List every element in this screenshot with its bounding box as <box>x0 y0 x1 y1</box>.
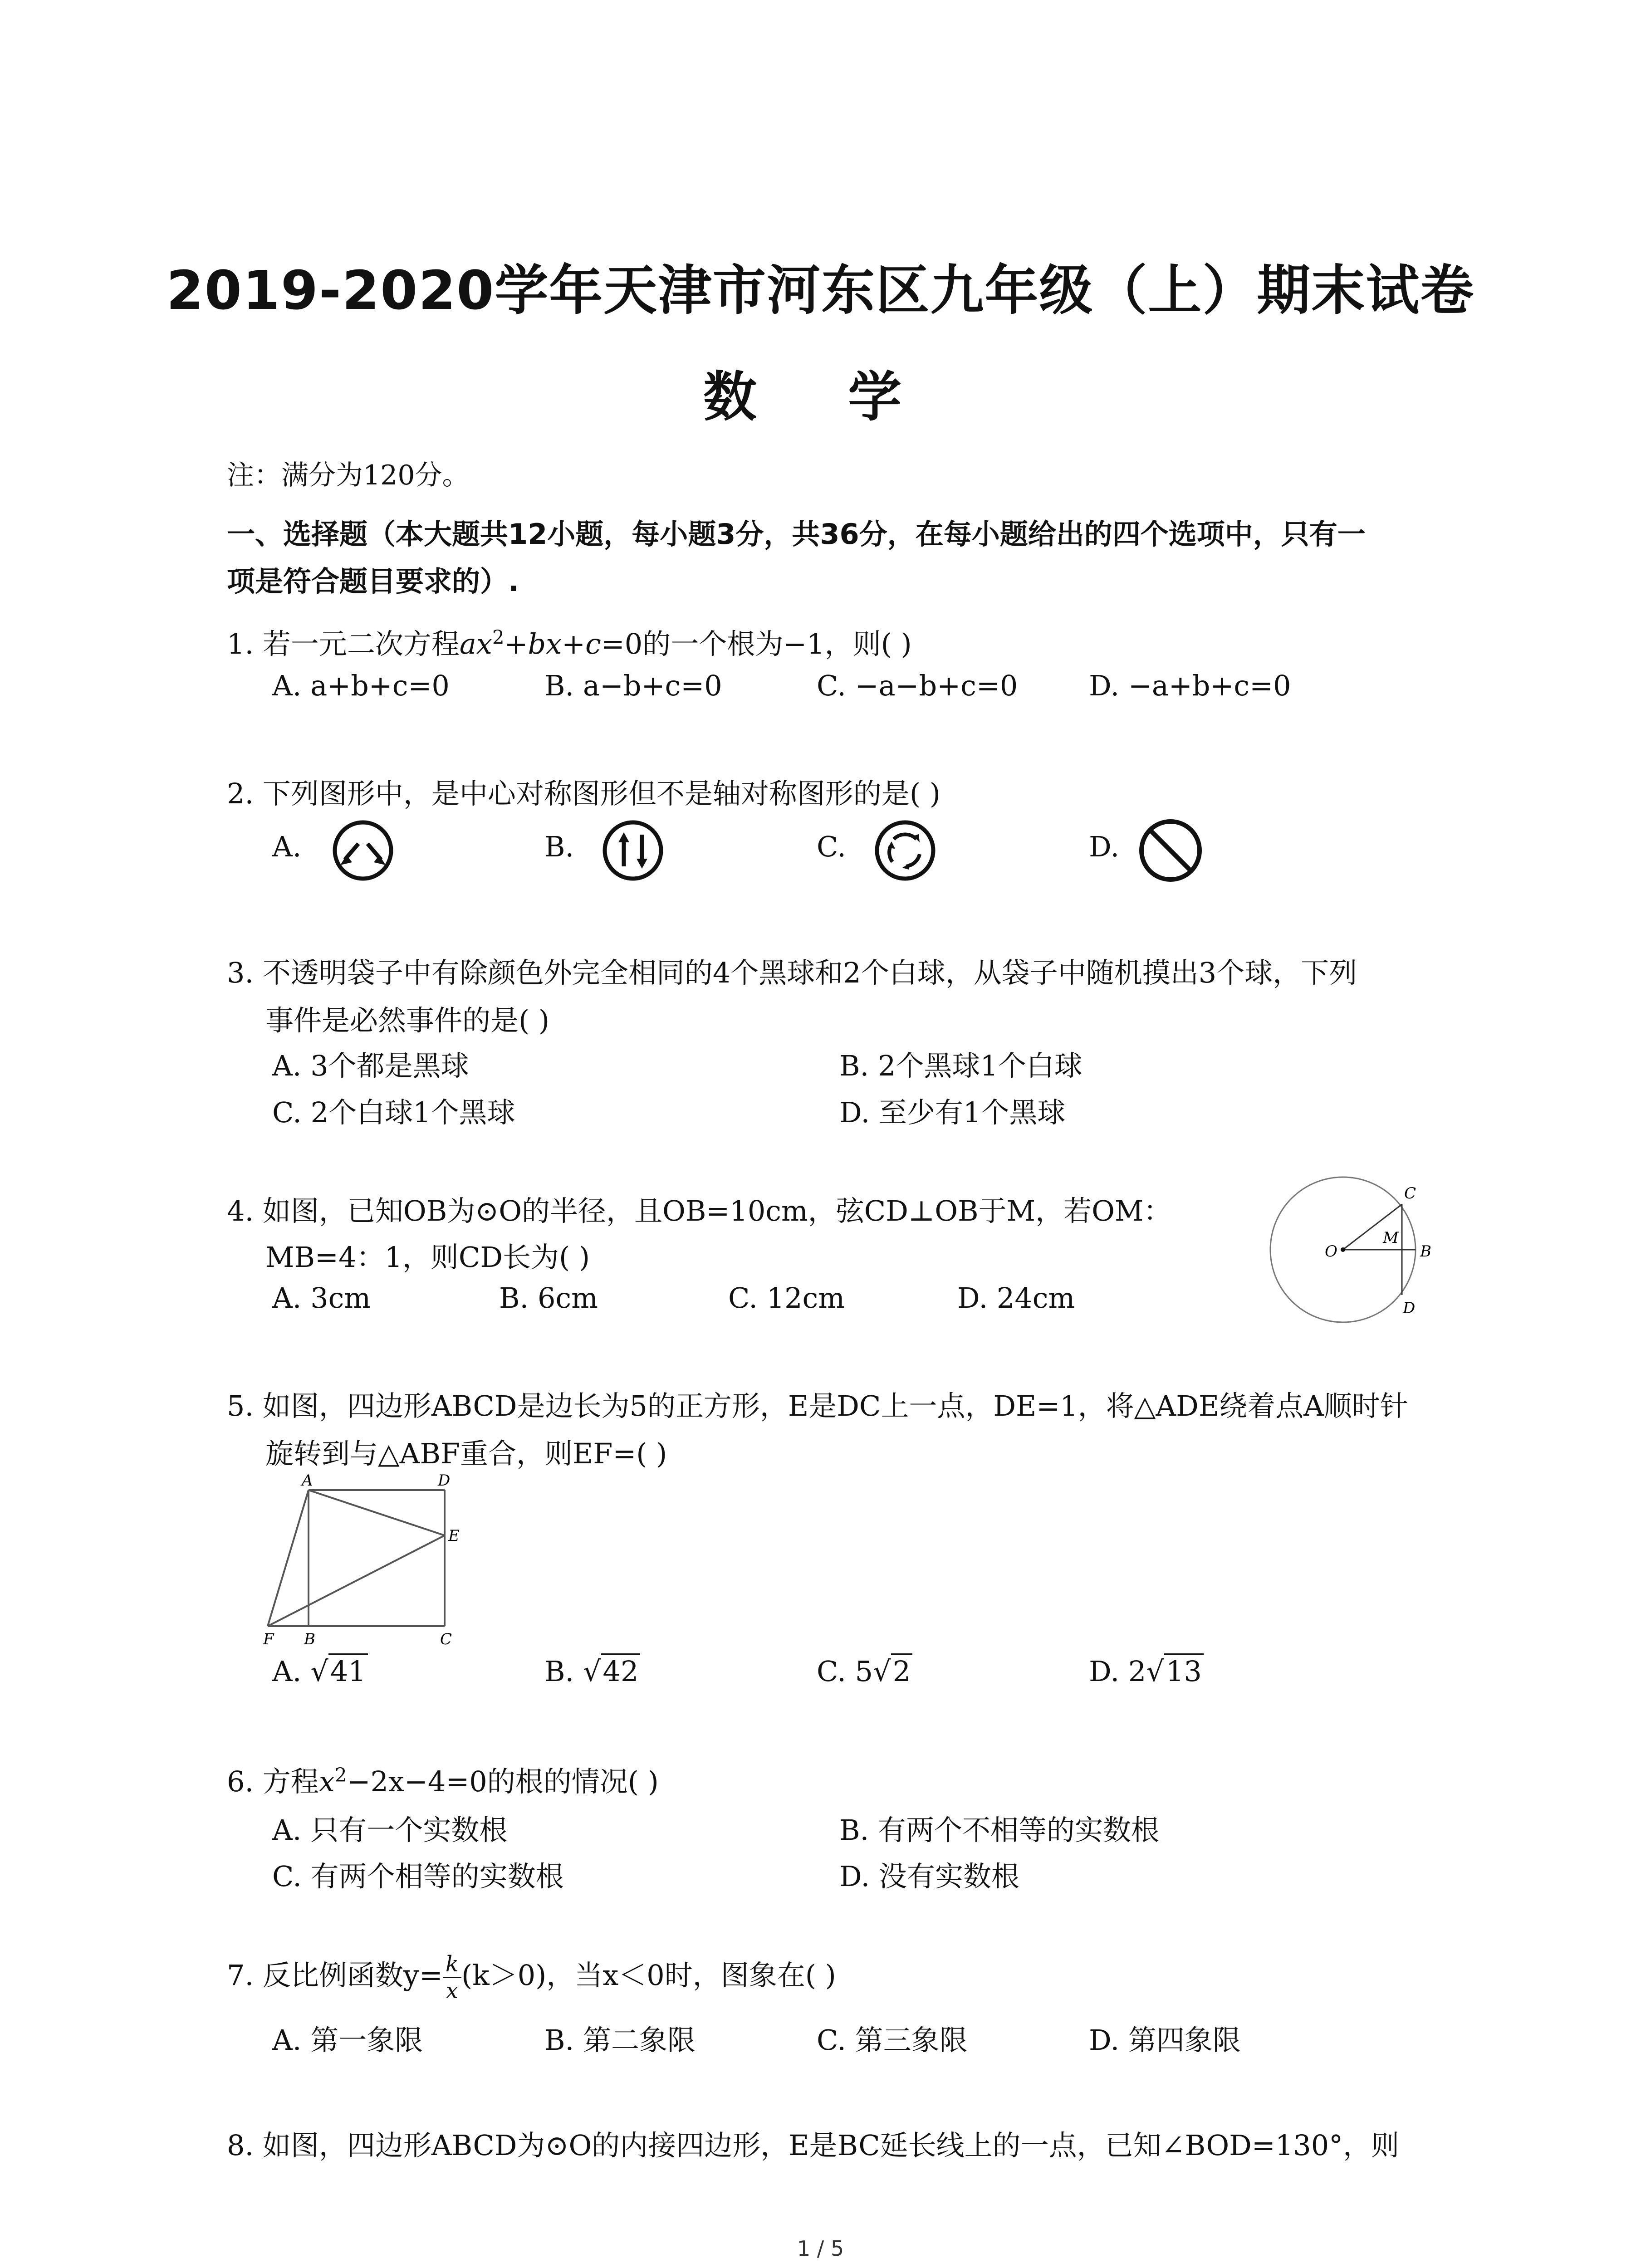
q5-label-b: B <box>304 1630 315 1648</box>
question-4-line1: 4. 如图，已知OB为⊙O的半径，且OB=10cm，弦CD⊥OB于M，若OM： <box>227 1194 1172 1227</box>
q5-option-a: A. √41 <box>272 1655 368 1688</box>
q6-option-a: A. 只有一个实数根 <box>272 1813 508 1847</box>
q5-option-d: D. 2√13 <box>1089 1655 1204 1688</box>
q4-option-b: B. 6cm <box>499 1281 598 1315</box>
section-header-line2: 项是符合题目要求的）. <box>227 565 519 598</box>
q4-option-c: C. 12cm <box>728 1281 845 1315</box>
q4-label-m: M <box>1383 1229 1399 1247</box>
q1-option-b: B. a−b+c=0 <box>544 669 722 702</box>
q4-label-b: B <box>1420 1242 1431 1261</box>
q2-option-c: C. <box>817 830 846 863</box>
q4-label-c: C <box>1404 1184 1416 1202</box>
q5-square-figure <box>259 1472 476 1653</box>
q4-circle-figure <box>1261 1170 1452 1329</box>
q7-option-a: A. 第一象限 <box>272 2024 423 2057</box>
q1-option-a: A. a+b+c=0 <box>272 669 450 702</box>
q6-option-d: D. 没有实数根 <box>839 1860 1019 1893</box>
page-title: 2019-2020学年天津市河东区九年级（上）期末试卷 <box>166 259 1475 322</box>
q5-option-b: B. √42 <box>544 1655 640 1688</box>
question-5-line1: 5. 如图，四边形ABCD是边长为5的正方形，E是DC上一点，DE=1，将△ADE绕着点A顺时针 <box>227 1389 1408 1422</box>
q3-option-d: D. 至少有1个黑球 <box>839 1096 1066 1129</box>
q4-label-d: D <box>1403 1299 1416 1317</box>
q5-label-a: A <box>302 1472 313 1490</box>
q1-option-c: C. −a−b+c=0 <box>817 669 1018 702</box>
question-6-stem: 6. 方程$x^2-2x-4=0$的根的情况( ) <box>227 1764 659 1798</box>
q7-option-c: C. 第三象限 <box>817 2024 968 2057</box>
q2-figure-d <box>1134 816 1207 885</box>
q2-figure-c <box>869 819 941 882</box>
q2-option-d: D. <box>1089 830 1120 863</box>
question-4-line2: MB=4：1，则CD长为( ) <box>265 1241 590 1274</box>
page-number: 1 / 5 <box>797 2236 844 2261</box>
question-7-stem: 7. 反比例函数y= $\frac{k}{x}$ (k＞0)，当x＜0时，图象在( ) <box>227 1951 836 2004</box>
q4-option-d: D. 24cm <box>957 1281 1075 1315</box>
q4-option-a: A. 3cm <box>272 1281 371 1315</box>
q5-label-e: E <box>448 1527 460 1545</box>
q5-label-f: F <box>263 1630 274 1648</box>
q3-option-c: C. 2个白球1个黑球 <box>272 1096 515 1129</box>
q3-option-b: B. 2个黑球1个白球 <box>839 1049 1083 1082</box>
q7-option-d: D. 第四象限 <box>1089 2024 1241 2057</box>
question-1-stem: 1. 若一元二次方程$ax^2+bx+c=0$的一个根为−1，则( ) <box>227 626 912 660</box>
q1-option-d: D. −a+b+c=0 <box>1089 669 1291 702</box>
q6-option-c: C. 有两个相等的实数根 <box>272 1860 564 1893</box>
question-5-line2: 旋转到与△ABF重合，则EF=( ) <box>265 1437 667 1470</box>
q5-label-d: D <box>438 1472 451 1490</box>
section-header-line1: 一、选择题（本大题共12小题，每小题3分，共36分，在每小题给出的四个选项中，只有一 <box>227 518 1366 551</box>
fraction-k-over-x: $\frac{k}{x}$ <box>443 1953 461 2002</box>
score-note: 注：满分为120分。 <box>227 459 470 491</box>
q5-option-c: C. 5√2 <box>817 1655 912 1688</box>
question-3-line2: 事件是必然事件的是( ) <box>265 1004 550 1037</box>
q3-option-a: A. 3个都是黑球 <box>272 1049 469 1082</box>
q6-option-b: B. 有两个不相等的实数根 <box>839 1813 1159 1847</box>
q7-option-b: B. 第二象限 <box>544 2024 696 2057</box>
q2-option-b: B. <box>544 830 574 863</box>
subject-title: 数 学 <box>703 366 938 428</box>
question-2-stem: 2. 下列图形中，是中心对称图形但不是轴对称图形的是( ) <box>227 777 941 810</box>
q5-label-c: C <box>440 1630 452 1648</box>
q4-label-o: O <box>1325 1242 1337 1261</box>
q2-option-a: A. <box>272 830 302 863</box>
question-8-line1: 8. 如图，四边形ABCD为⊙O的内接四边形，E是BC延长线上的一点，已知∠BOD=130°，则 <box>227 2129 1400 2162</box>
q2-figure-b <box>597 819 669 882</box>
question-3-line1: 3. 不透明袋子中有除颜色外完全相同的4个黑球和2个白球，从袋子中随机摸出3个球，下列 <box>227 956 1357 989</box>
q2-figure-a <box>327 819 399 882</box>
